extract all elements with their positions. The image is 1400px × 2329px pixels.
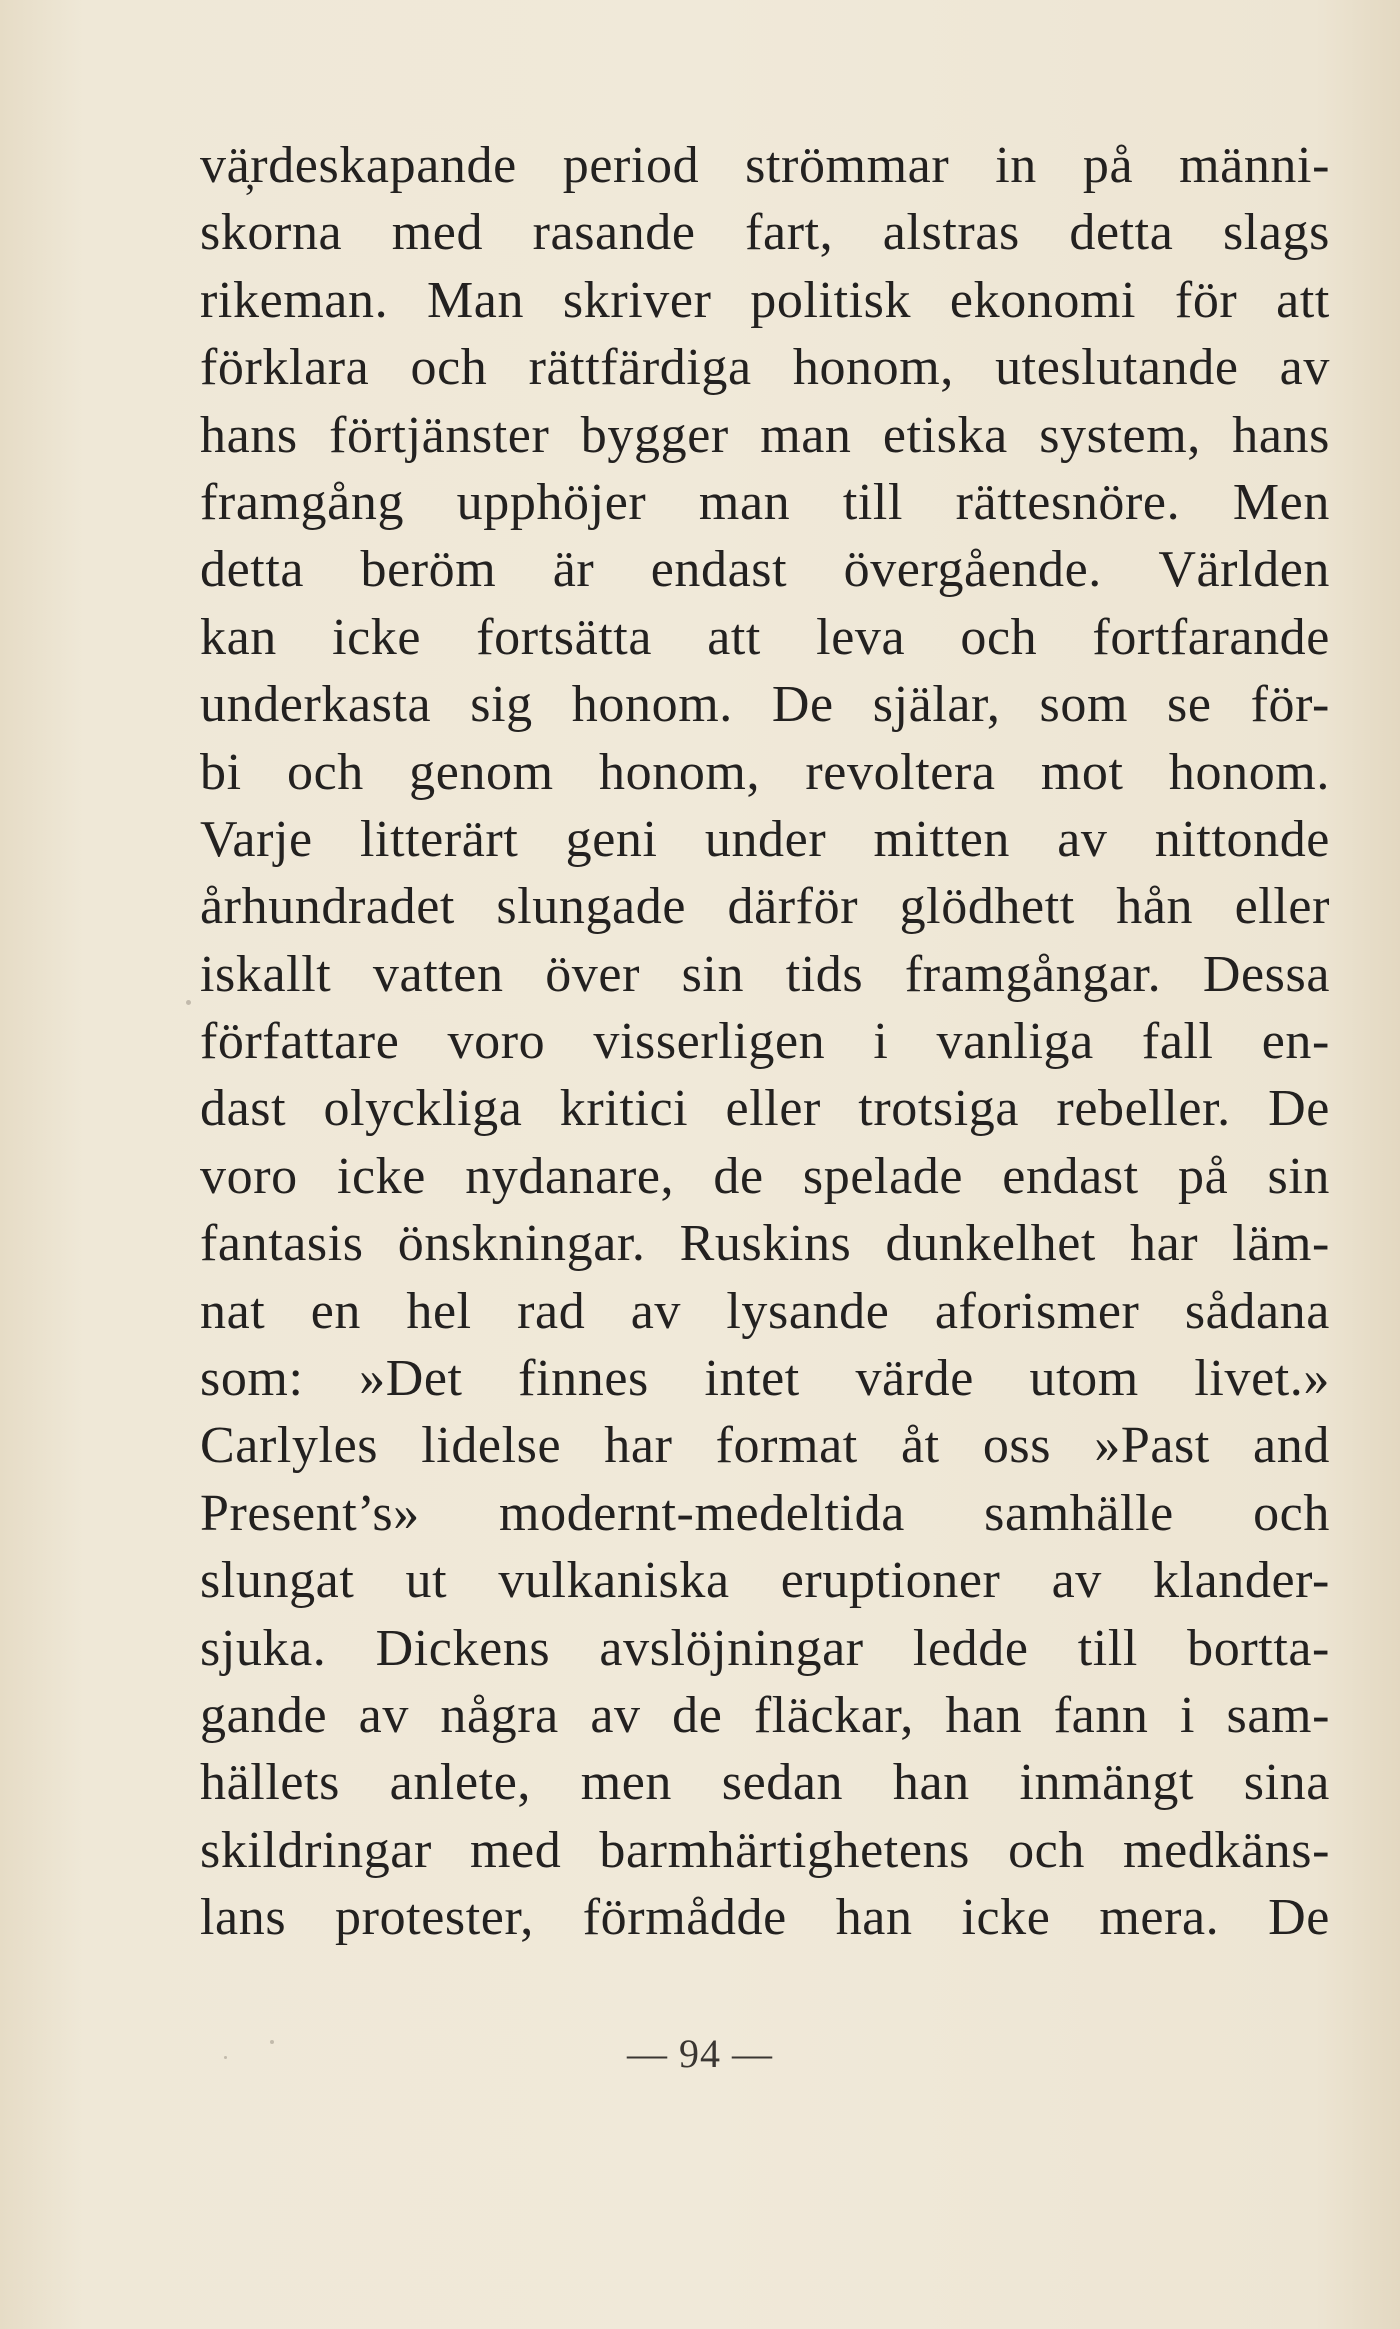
text-line: iskallt vatten över sin tids framgångar. Dessa	[200, 945, 1330, 1003]
text-line: fantasis önskningar. Ruskins dunkelhet har läm-	[200, 1215, 1330, 1273]
text-line: gande av några av de fläckar, han fann i sam-	[200, 1686, 1330, 1744]
text-line: bi och genom honom, revoltera mot honom.	[200, 743, 1330, 801]
text-line: skorna med rasande fart, alstras detta slags	[200, 204, 1330, 262]
text-line: sjuka. Dickens avslöjningar ledde till bortta-	[200, 1619, 1330, 1677]
text-line: som: »Det finnes intet värde utom livet.»	[200, 1350, 1330, 1408]
text-line: författare voro visserligen i vanliga fall en-	[200, 1013, 1330, 1071]
body-text	[200, 132, 1330, 1952]
text-line: rikeman. Man skriver politisk ekonomi för att	[200, 271, 1330, 329]
paper-speck	[270, 2040, 274, 2044]
text-line: kan icke fortsätta att leva och fortfarande	[200, 608, 1330, 666]
text-line: Present’s» modernt-medeltida samhälle och	[200, 1484, 1330, 1542]
paper-speck	[224, 2056, 227, 2059]
page-number: — 94 —	[627, 2031, 773, 2076]
text-line: hällets anlete, men sedan han inmängt sina	[200, 1754, 1330, 1812]
text-line: framgång upphöjer man till rättesnöre. Men	[200, 473, 1330, 531]
text-line: Varje litterärt geni under mitten av nittonde	[200, 810, 1330, 868]
text-line: nat en hel rad av lysande aforismer sådana	[200, 1282, 1330, 1340]
text-line: förklara och rättfärdiga honom, uteslutande av	[200, 339, 1330, 397]
text-line: Carlyles lidelse har format åt oss »Past and	[200, 1417, 1330, 1475]
text-line: vä̦rdeskapande period strömmar in på männi-	[200, 137, 1330, 194]
text-line: slungat ut vulkaniska eruptioner av klander-	[200, 1552, 1330, 1610]
text-line: detta beröm är endast övergående. Världen	[200, 541, 1330, 599]
text-line: hans förtjänster bygger man etiska system, hans	[200, 406, 1330, 464]
text-line: underkasta sig honom. De själar, som se för-	[200, 676, 1330, 734]
text-line: århundradet slungade därför glödhett hån eller	[200, 878, 1330, 936]
text-line: lans protester, förmådde han icke mera. De	[200, 1889, 1330, 1947]
text-line: skildringar med barmhärtighetens och medkäns-	[200, 1821, 1330, 1879]
paper-speck	[186, 1000, 191, 1005]
text-line: dast olyckliga kritici eller trotsiga rebeller. De	[200, 1080, 1330, 1138]
text-line: voro icke nydanare, de spelade endast på sin	[200, 1147, 1330, 1205]
